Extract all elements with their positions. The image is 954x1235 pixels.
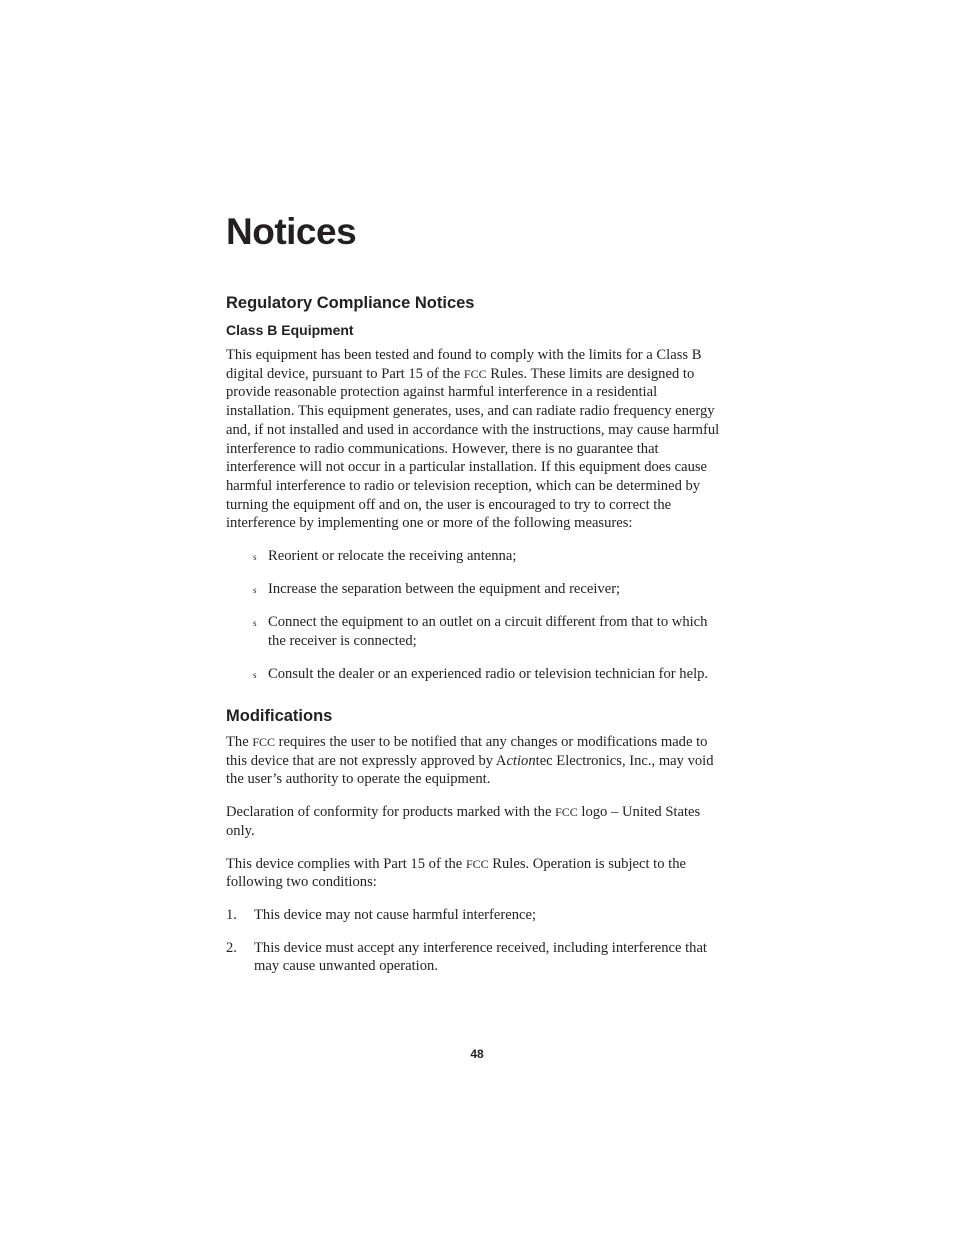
bullet-marker: s [253, 552, 257, 563]
fcc-abbrev: FCC [252, 735, 276, 749]
modifications-heading: Modifications [226, 707, 333, 725]
mod-p2-end: logo – United States only. [226, 804, 701, 839]
list-item-text: This device must accept any interference received, including interference that may cause unwanted operation. [254, 939, 707, 975]
class-b-text-start: This equipment has been tested and found to comply with the limits for a Class B digital device, pursuant to Part 15 of the [226, 347, 702, 382]
mod-p3-start: This device complies with Part 15 of the [226, 855, 466, 872]
modifications-paragraph-2 [226, 803, 728, 840]
conditions-list [226, 906, 728, 976]
measures-list [226, 547, 728, 683]
list-item-text: Connect the equipment to an outlet on a circuit different from that to which the receiver is connected; [268, 614, 708, 649]
mod-p1-end: tec Electronics, Inc., may void the user’s authority to operate the equipment. [226, 752, 714, 788]
list-item [226, 580, 728, 599]
mod-p1-mid: requires the user to be notified that any changes or modifications made to this device that are not expressly approved by A [226, 734, 708, 769]
list-number: 2. [226, 939, 237, 956]
list-item-text: Increase the separation between the equipment and receiver; [268, 581, 621, 598]
fcc-abbrev: FCC [465, 856, 489, 871]
class-b-text-end: Rules. These limits are designed to provide reasonable protection against harmful interference in a residential installation. This equipment generates, uses, and can radiate radio frequency energy and, if not installed and used in accordance with the instructions, may cause harmful interference to radio communications. However, there is no guarantee that interference will not occur in a particular installation. If this equipment does cause harmful interference to radio or television reception, which can be determined by turning the equipment off and on, the user is encouraged to try to correct the interference by implementing one or more of the following measures: [226, 365, 720, 532]
mod-p1-start: The [226, 734, 253, 750]
list-item [226, 613, 728, 650]
regulatory-compliance-section [226, 292, 728, 698]
list-item-text: Consult the dealer or an experienced radio or television technician for help. [268, 665, 709, 682]
page-title: Notices [226, 211, 357, 252]
list-item [226, 665, 728, 684]
mod-p3-end: Rules. Operation is subject to the following two conditions: [226, 855, 687, 891]
bullet-marker: s [253, 669, 257, 680]
bullet-marker: s [253, 585, 257, 596]
list-number: 1. [226, 906, 237, 923]
list-item-text: This device may not cause harmful interference; [254, 906, 537, 923]
page-number: 48 [470, 1047, 484, 1061]
fcc-abbrev: FCC [555, 805, 578, 820]
class-b-paragraph [226, 346, 728, 533]
bullet-marker: s [253, 618, 257, 629]
brand-italic: ction [506, 752, 536, 769]
class-b-subheading: Class B Equipment [226, 322, 354, 338]
fcc-abbrev: FCC [463, 366, 487, 381]
list-item [226, 906, 728, 925]
list-item-text: Reorient or relocate the receiving antenna; [268, 548, 517, 565]
modifications-paragraph-1 [226, 733, 728, 789]
list-item [226, 547, 728, 566]
modifications-section [226, 705, 728, 990]
modifications-paragraph-3 [226, 855, 728, 892]
mod-p2-start: Declaration of conformity for products marked with the [226, 804, 556, 821]
regulatory-heading: Regulatory Compliance Notices [226, 294, 475, 312]
list-item [226, 939, 728, 976]
